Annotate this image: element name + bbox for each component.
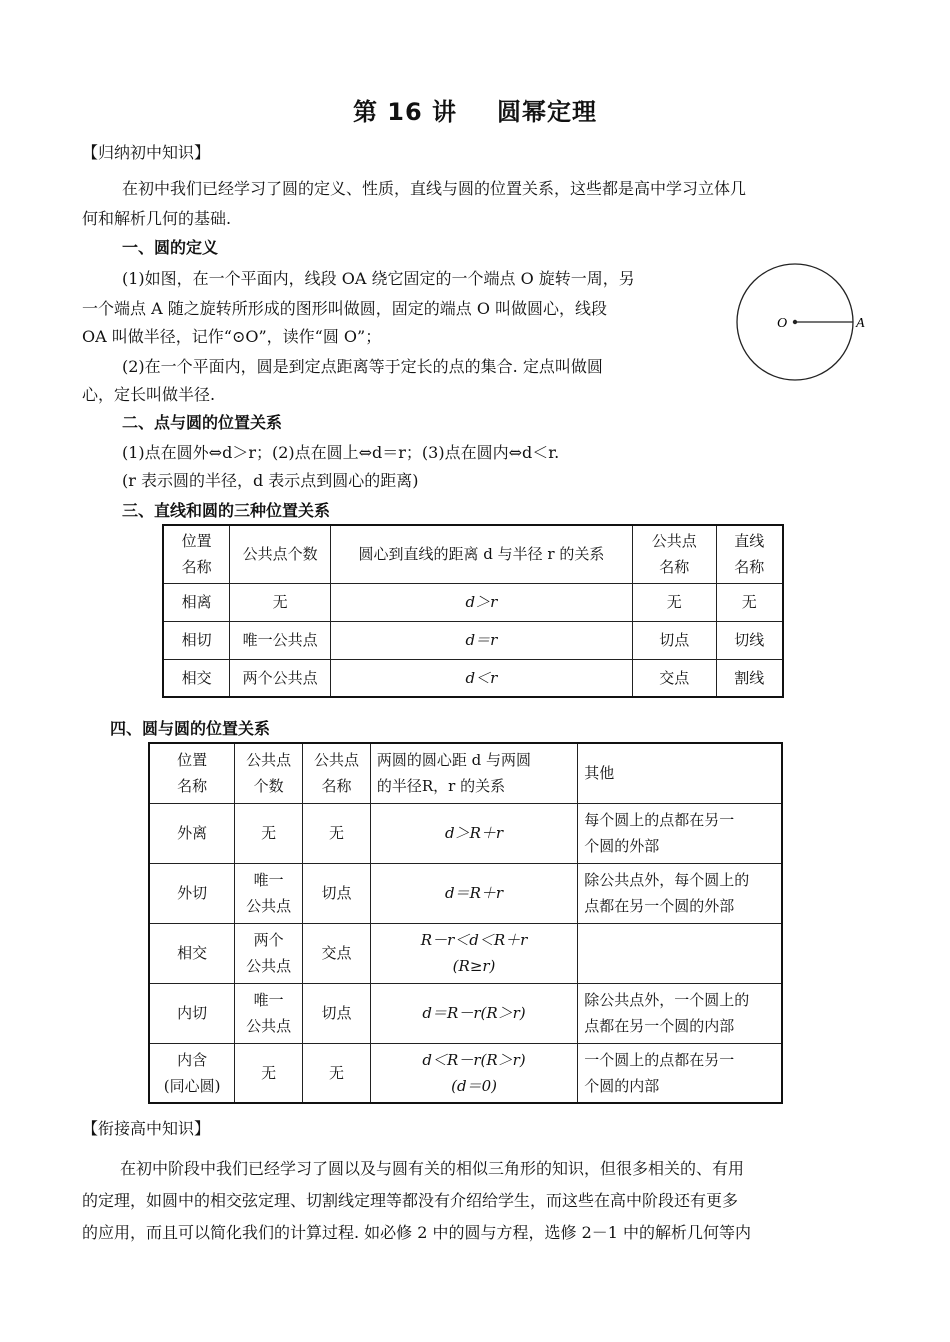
outro-line-2: 的定理，如圆中的相交弦定理、切割线定理等都没有介绍给学生，而这些在高中阶段还有更多: [82, 1191, 739, 1210]
table-row: [163, 659, 783, 697]
table-cell: 除公共点外，每个圆上的 点都在另一个圆的外部: [578, 863, 782, 923]
heading-line-circle: 三、直线和圆的三种位置关系: [122, 501, 331, 520]
table-cell: 唯一 公共点: [235, 983, 303, 1043]
table-cell: 交点: [632, 659, 716, 697]
header-cell: 直线 名称: [716, 525, 783, 583]
circle-figure: [735, 262, 875, 382]
outro-line-1: 在初中阶段中我们已经学习了圆以及与圆有关的相似三角形的知识，但很多相关的、有用: [120, 1159, 745, 1178]
table-header-row: [149, 743, 782, 803]
header-cell: 公共点 名称: [303, 743, 371, 803]
line-circle-table: [162, 524, 784, 698]
table-cell: d＜r: [331, 659, 633, 697]
table-cell: 两个公共点: [230, 659, 331, 697]
table-cell: 除公共点外，一个圆上的 点都在另一个圆的内部: [578, 983, 782, 1043]
table-cell: 无: [235, 1043, 303, 1103]
table-row: [163, 583, 783, 621]
table-cell: 相切: [163, 621, 230, 659]
table-row: [149, 1043, 782, 1103]
header-cell: 位置 名称: [149, 743, 235, 803]
table-cell: 切点: [303, 863, 371, 923]
header-cell: 公共点 个数: [235, 743, 303, 803]
table-cell: d＞r: [331, 583, 633, 621]
header-cell: 公共点 名称: [632, 525, 716, 583]
intro-line-2: 何和解析几何的基础.: [82, 209, 232, 228]
header-cell: 其他: [578, 743, 782, 803]
table-cell: 割线: [716, 659, 783, 697]
table-cell: 每个圆上的点都在另一 个圆的外部: [578, 803, 782, 863]
table-cell: 交点: [303, 923, 371, 983]
table-cell: 切点: [632, 621, 716, 659]
definition-line-4: (2)在一个平面内，圆是到定点距离等于定长的点的集合. 定点叫做圆: [122, 357, 603, 376]
table-cell: 唯一 公共点: [235, 863, 303, 923]
definition-line-3: OA 叫做半径，记作“⊙O”，读作“圆 O”；: [82, 327, 382, 346]
table-cell: 无: [303, 803, 371, 863]
table-cell: d＝R＋r: [370, 863, 577, 923]
point-relation-line-2: (r 表示圆的半径，d 表示点到圆心的距离): [122, 471, 419, 490]
heading-circle-definition: 一、圆的定义: [122, 238, 219, 257]
table-cell: 唯一公共点: [230, 621, 331, 659]
table-cell: 无: [303, 1043, 371, 1103]
table-cell: 外切: [149, 863, 235, 923]
lecture-number: 第 16 讲: [352, 98, 458, 126]
table-cell: 内切: [149, 983, 235, 1043]
table-row: [149, 803, 782, 863]
definition-line-2: 一个端点 A 随之旋转所形成的图形叫做圆，固定的端点 O 叫做圆心，线段: [82, 299, 608, 318]
definition-line-5: 心，定长叫做半径.: [82, 385, 216, 404]
header-cell: 公共点个数: [230, 525, 331, 583]
table-cell: [578, 923, 782, 983]
point-relation-line-1: (1)点在圆外⇔d＞r；(2)点在圆上⇔d＝r；(3)点在圆内⇔d＜r.: [122, 443, 560, 462]
definition-line-1: (1)如图，在一个平面内，线段 OA 绕它固定的一个端点 O 旋转一周，另: [122, 269, 635, 288]
table-cell: R－r＜d＜R＋r (R≥r): [370, 923, 577, 983]
page-title: [0, 92, 950, 127]
table-cell: 无: [230, 583, 331, 621]
circle-circle-table: [148, 742, 783, 1104]
lecture-name: 圆幂定理: [497, 98, 598, 126]
table-cell: 无: [716, 583, 783, 621]
table-cell: 切点: [303, 983, 371, 1043]
header-cell: 位置 名称: [163, 525, 230, 583]
heading-point-circle: 二、点与圆的位置关系: [122, 413, 283, 432]
header-cell: 两圆的圆心距 d 与两圆 的半径R，r 的关系: [370, 743, 577, 803]
table-cell: d＝R－r(R＞r): [370, 983, 577, 1043]
center-point: [793, 320, 797, 324]
table-cell: 相交: [163, 659, 230, 697]
table-cell: 相离: [163, 583, 230, 621]
label-a: A: [856, 316, 865, 331]
table-cell: d＞R＋r: [370, 803, 577, 863]
table-cell: 切线: [716, 621, 783, 659]
table-cell: 无: [632, 583, 716, 621]
label-o: O: [777, 316, 788, 331]
table-cell: 内含 (同心圆): [149, 1043, 235, 1103]
table-row: [163, 621, 783, 659]
heading-circle-circle: 四、圆与圆的位置关系: [110, 719, 271, 738]
table-cell: 相交: [149, 923, 235, 983]
outro-line-3: 的应用，而且可以简化我们的计算过程. 如必修 2 中的圆与方程，选修 2－1 中的解析几何等内: [82, 1223, 752, 1242]
table-cell: 外离: [149, 803, 235, 863]
table-cell: 两个 公共点: [235, 923, 303, 983]
table-header-row: [163, 525, 783, 583]
table-row: [149, 863, 782, 923]
table-cell: d＝r: [331, 621, 633, 659]
intro-line-1: 在初中我们已经学习了圆的定义、性质，直线与圆的位置关系，这些都是高中学习立体几: [122, 179, 747, 198]
header-cell: 圆心到直线的距离 d 与半径 r 的关系: [331, 525, 633, 583]
section-tag-senior: 【衔接高中知识】: [82, 1119, 211, 1138]
table-cell: d＜R－r(R＞r) (d＝0): [370, 1043, 577, 1103]
table-cell: 无: [235, 803, 303, 863]
section-tag-junior: 【归纳初中知识】: [82, 143, 211, 162]
table-row: [149, 983, 782, 1043]
table-cell: 一个圆上的点都在另一 个圆的内部: [578, 1043, 782, 1103]
table-row: [149, 923, 782, 983]
